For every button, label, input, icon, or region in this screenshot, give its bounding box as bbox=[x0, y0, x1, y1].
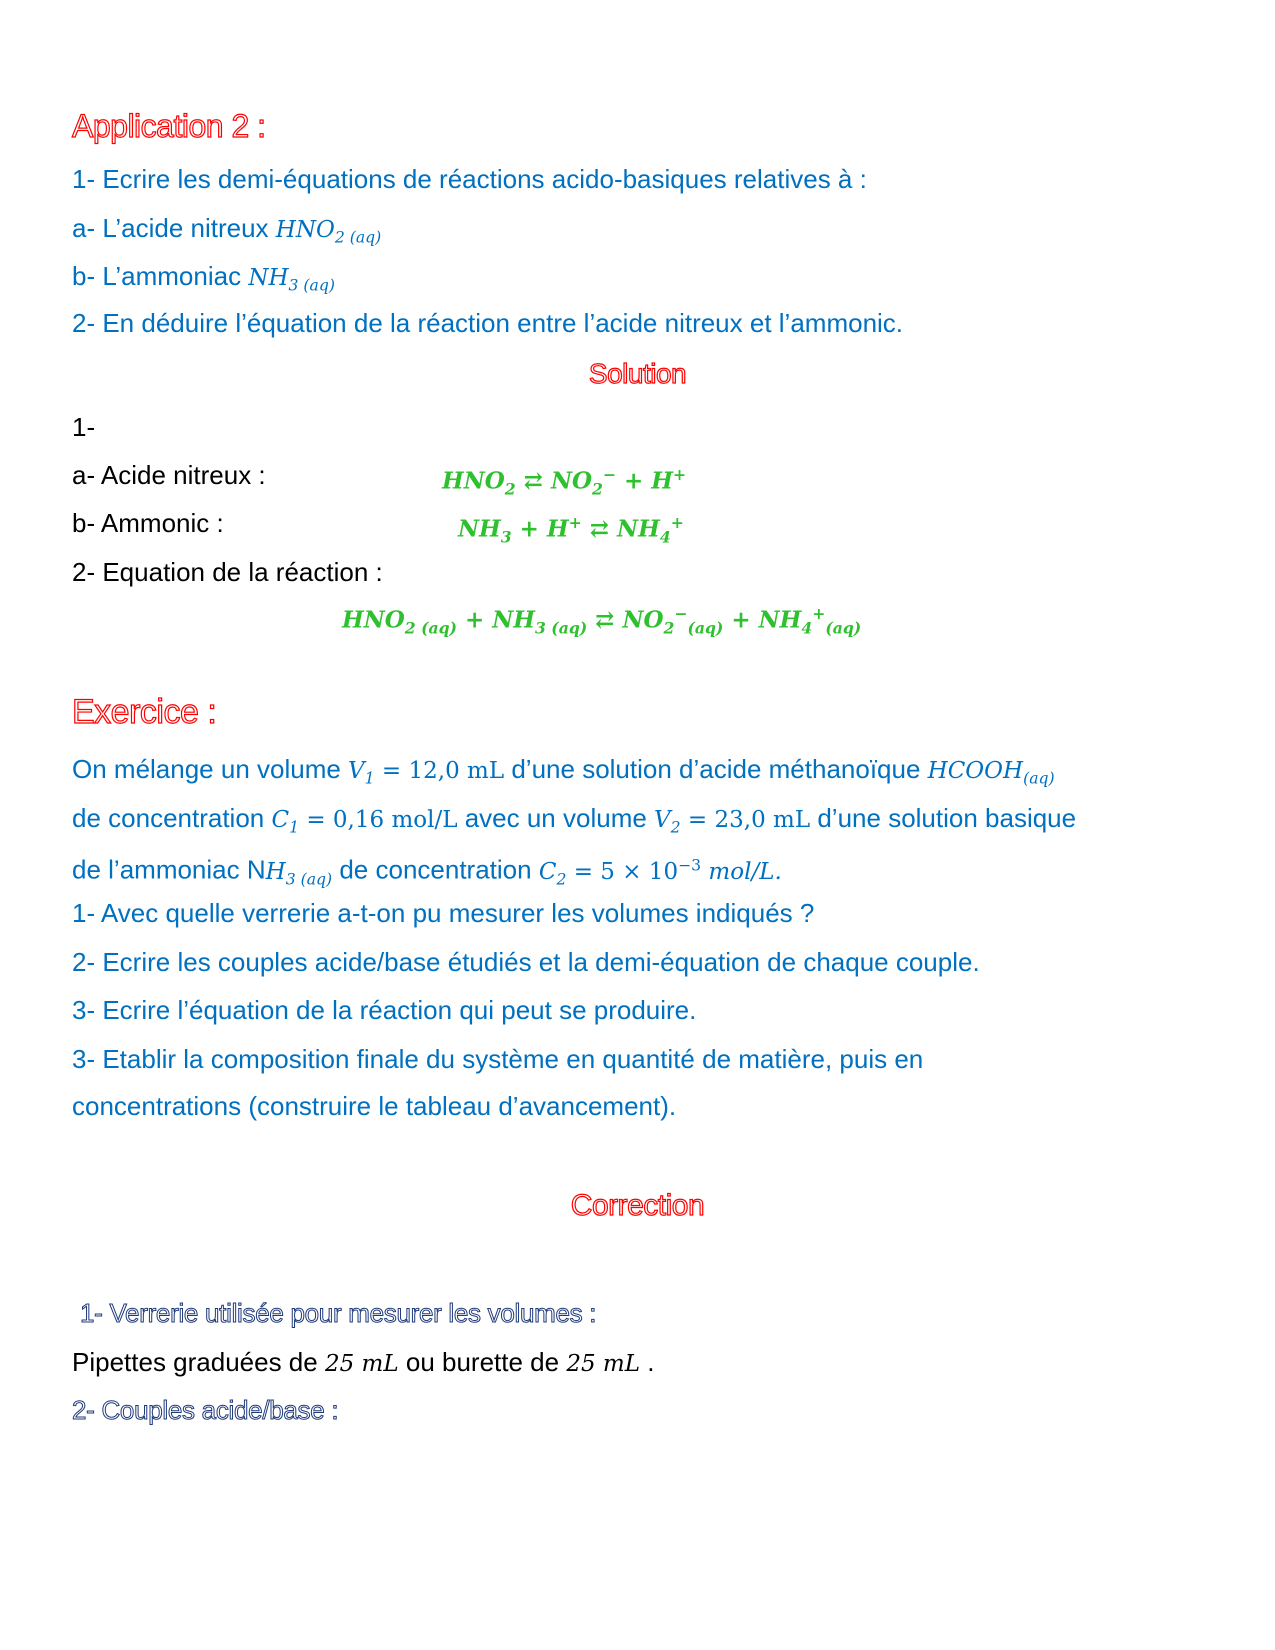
exercise-line-2: de concentration $C_1 = 0,16$ mol/L avec un volume $V_2 = 23,0$ mL d’une solution basique bbox=[72, 803, 1077, 837]
equation-ammonia: $NH_3 + H^+$ ⇄ $NH_4^+$ bbox=[458, 513, 684, 547]
solution-number: 1- bbox=[72, 412, 96, 442]
exercise-line-1: On mélange un volume $V_1 = 12,0$ mL d’une solution d’acide méthanoïque $HCOOH_{(aq)}$ bbox=[72, 754, 1055, 788]
exercise-title: Exercice : bbox=[72, 693, 217, 731]
formula: $NH_{3 (aq)}$ bbox=[248, 265, 335, 295]
exercise-question-3: 3- Ecrire l’équation de la réaction qui peut se produire. bbox=[72, 995, 697, 1025]
correction-answer-1: Pipettes graduées de 25 mL ou burette de 25 mL . bbox=[72, 1347, 655, 1377]
question-a bbox=[72, 212, 381, 254]
solution-b-label: b- Ammonic : bbox=[72, 508, 224, 538]
equation-full: $HNO_{2 (aq)} + NH_{3 (aq)}$ ⇄ $NO_2^-_{(aq)} + NH_4^+_{(aq)}$ bbox=[342, 604, 862, 638]
exercise-question-1: 1- Avec quelle verrerie a-t-on pu mesurer les volumes indiqués ? bbox=[72, 898, 815, 928]
equation-nitrous-acid: $HNO_2$ ⇄ $NO_2^- + H^+$ bbox=[442, 465, 687, 499]
text: a- L’acide nitreux bbox=[72, 213, 276, 243]
correction-title: Correction bbox=[570, 1189, 705, 1222]
correction-heading-2: 2- Couples acide/base : bbox=[72, 1395, 339, 1425]
equation-label: 2- Equation de la réaction : bbox=[72, 557, 383, 587]
question-1: 1- Ecrire les demi-équations de réactions acido-basiques relatives à : bbox=[72, 164, 867, 194]
exercise-line-3: de l’ammoniac $NH_{3 (aq)}$ de concentration $C_2 = 5 \times 10^{-3}$ mol/L. bbox=[72, 854, 782, 889]
formula: $HNO_{2 (aq)}$ bbox=[275, 217, 382, 247]
correction-heading-1: 1- Verrerie utilisée pour mesurer les volumes : bbox=[80, 1298, 597, 1328]
question-2: 2- En déduire l’équation de la réaction entre l’acide nitreux et l’ammonic. bbox=[72, 308, 904, 338]
solution-title: Solution bbox=[588, 358, 687, 389]
exercise-question-4: 3- Etablir la composition finale du système en quantité de matière, puis en bbox=[72, 1044, 924, 1074]
question-b bbox=[72, 260, 335, 302]
exercise-question-2: 2- Ecrire les couples acide/base étudiés et la demi-équation de chaque couple. bbox=[72, 947, 980, 977]
exercise-question-4-cont: concentrations (construire le tableau d’avancement). bbox=[72, 1091, 677, 1121]
solution-a-label: a- Acide nitreux : bbox=[72, 460, 266, 490]
application-title: Application 2 : bbox=[72, 108, 266, 144]
text: b- L’ammoniac bbox=[72, 261, 249, 291]
